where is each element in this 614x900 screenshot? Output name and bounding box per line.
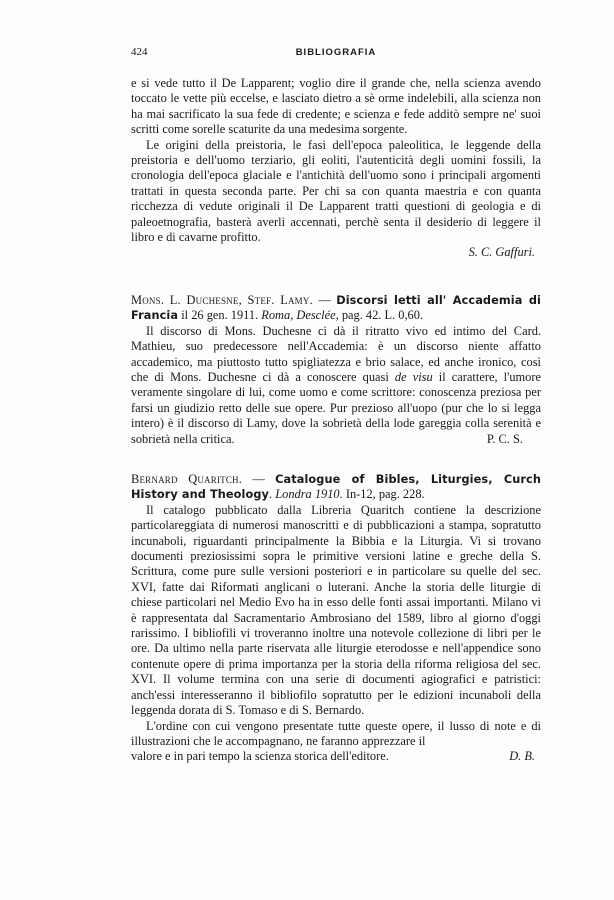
review-details: pag. 42. L. 0,60. (338, 308, 424, 323)
review-signature: P. C. S. (486, 431, 523, 446)
review-last-line (131, 749, 541, 764)
review-last-line-text: valore e in pari tempo la scienza storica dell'editore. (131, 749, 389, 764)
heading-dash: — (312, 293, 337, 307)
review-body-phrase: de visu (394, 370, 433, 385)
review-signature: S. C. Gaffuri. (468, 245, 535, 260)
section-title: BIBLIOGRAFIA (295, 47, 377, 58)
review-author: Bernard Quaritch. (131, 472, 243, 486)
review-date: il 26 gen. 1911. (178, 308, 262, 323)
review-continuation: e si vede tutto il De Lapparent; voglio dire il grande che, nella scienza avendo toccato le vette più eccelse, e lasciato dietro a sè orme indelebili, alla scienza non ha mai sacrificato la sua fede di credente; e scienza e fede additò sempre ne' suoi scritti come sorelle scaturite da una medesima sorgente. (131, 76, 541, 137)
review-details: In-12, pag. 228. (342, 487, 425, 502)
review-heading (131, 472, 541, 503)
running-head (131, 46, 541, 62)
review-body (131, 324, 541, 447)
review-gaffuri (131, 76, 541, 261)
review-body-end: il carattere, l'umore veramente singolare di lui, come uomo e come scrittore: conoscenza preziosa per farsi un giudizio retto delle sue opere. Pur prezioso all'uopo (pur che lo si legga intero) è il discorso di Lamy, dove la sobrietà della lode gareggia colla serenità e sobrietà nella critica. (131, 370, 541, 446)
review-paragraph: Il catalogo pubblicato dalla Libreria Quaritch contiene la descrizione particolareggiata di numerosi manoscritti e di pubblicazioni a stampa, sopratutto incunaboli, riguardanti principalmente la Bibbia e la Liturgia. Vi si trovano documenti preziosissimi sopra le primitive versioni latine e greche della S. Scrittura, come pure sulle versioni posteriori e in particolare su quelle del sec. XVI, fatte dai Riformati anglicani o luterani. Anche la storia delle liturgie di chiese particolari nel Medio Evo ha in esso delle fonti assai importanti. Milano vi è rappresentata dal Sacramentario Ambrosiano del 1589, libro al giorno d'oggi rarissimo. I bibliofili vi troveranno inoltre una notevole collezione di libri per le ore. Da ultimo nella parte riservata alle liturgie eterodosse e nell'appendice sono contenute opere di prima importanza per la storia della riforma religiosa del sec. XVI. Il volume termina con una serie di documenti agiografici e patristici: anch'essi interesseranno il bibliofilo sopratutto per le edizioni incunaboli della leggenda dorata di S. Tomaso e di S. Bernardo. (131, 502, 541, 718)
review-quaritch (131, 472, 541, 765)
review-paragraph: Le origini della preistoria, le fasi dell'epoca paleolitica, le leggende della preistoria e dell'uomo terziario, gli eoliti, l'autenticità degli uomini fossili, la cronologia dell'epoca glaciale e l'antichità dell'uomo sono i principali argomenti trattati in questa seconda parte. Per chi sa con quanta maestria e con quanta ricchezza di vedute originali il De Lapparent tratti questioni di geologia e di paleoetnografia, basterà averli accennati, perchè senta il desiderio di leggere il libro e di cavarne profitto. (131, 137, 541, 245)
review-publisher: Roma, Desclée, (261, 308, 339, 323)
review-authors: Mons. L. Duchesne, Stef. Lamy. (131, 293, 313, 307)
review-body-start: Il discorso di Mons. Duchesne ci dà il ritratto vivo ed intimo del Card. Mathieu, suo predecessore nell'Accademia: è un discorso niente affatto accademico, ma piuttosto tutto spigliatezza e brio salace, ed anche ironico, così che di Mons. Duchesne ci dà a conoscere quasi (131, 323, 541, 385)
review-title: Discorsi letti all' Accademia di Francia (131, 294, 542, 323)
review-duchesne (131, 293, 541, 447)
review-signature: D. B. (509, 749, 535, 764)
heading-separator: . (269, 487, 276, 502)
page-number: 424 (131, 46, 148, 58)
review-paragraph-closing: L'ordine con cui vengono presentate tutte queste opere, il lusso di note e di illustrazioni che le accompagnano, ne faranno apprezzare il (131, 718, 541, 748)
review-heading (131, 293, 541, 324)
review-title: Catalogue of Bibles, Liturgies, Curch History and Theology (131, 473, 541, 502)
review-place: Londra 1910. (275, 487, 343, 502)
heading-dash: — (242, 472, 276, 486)
